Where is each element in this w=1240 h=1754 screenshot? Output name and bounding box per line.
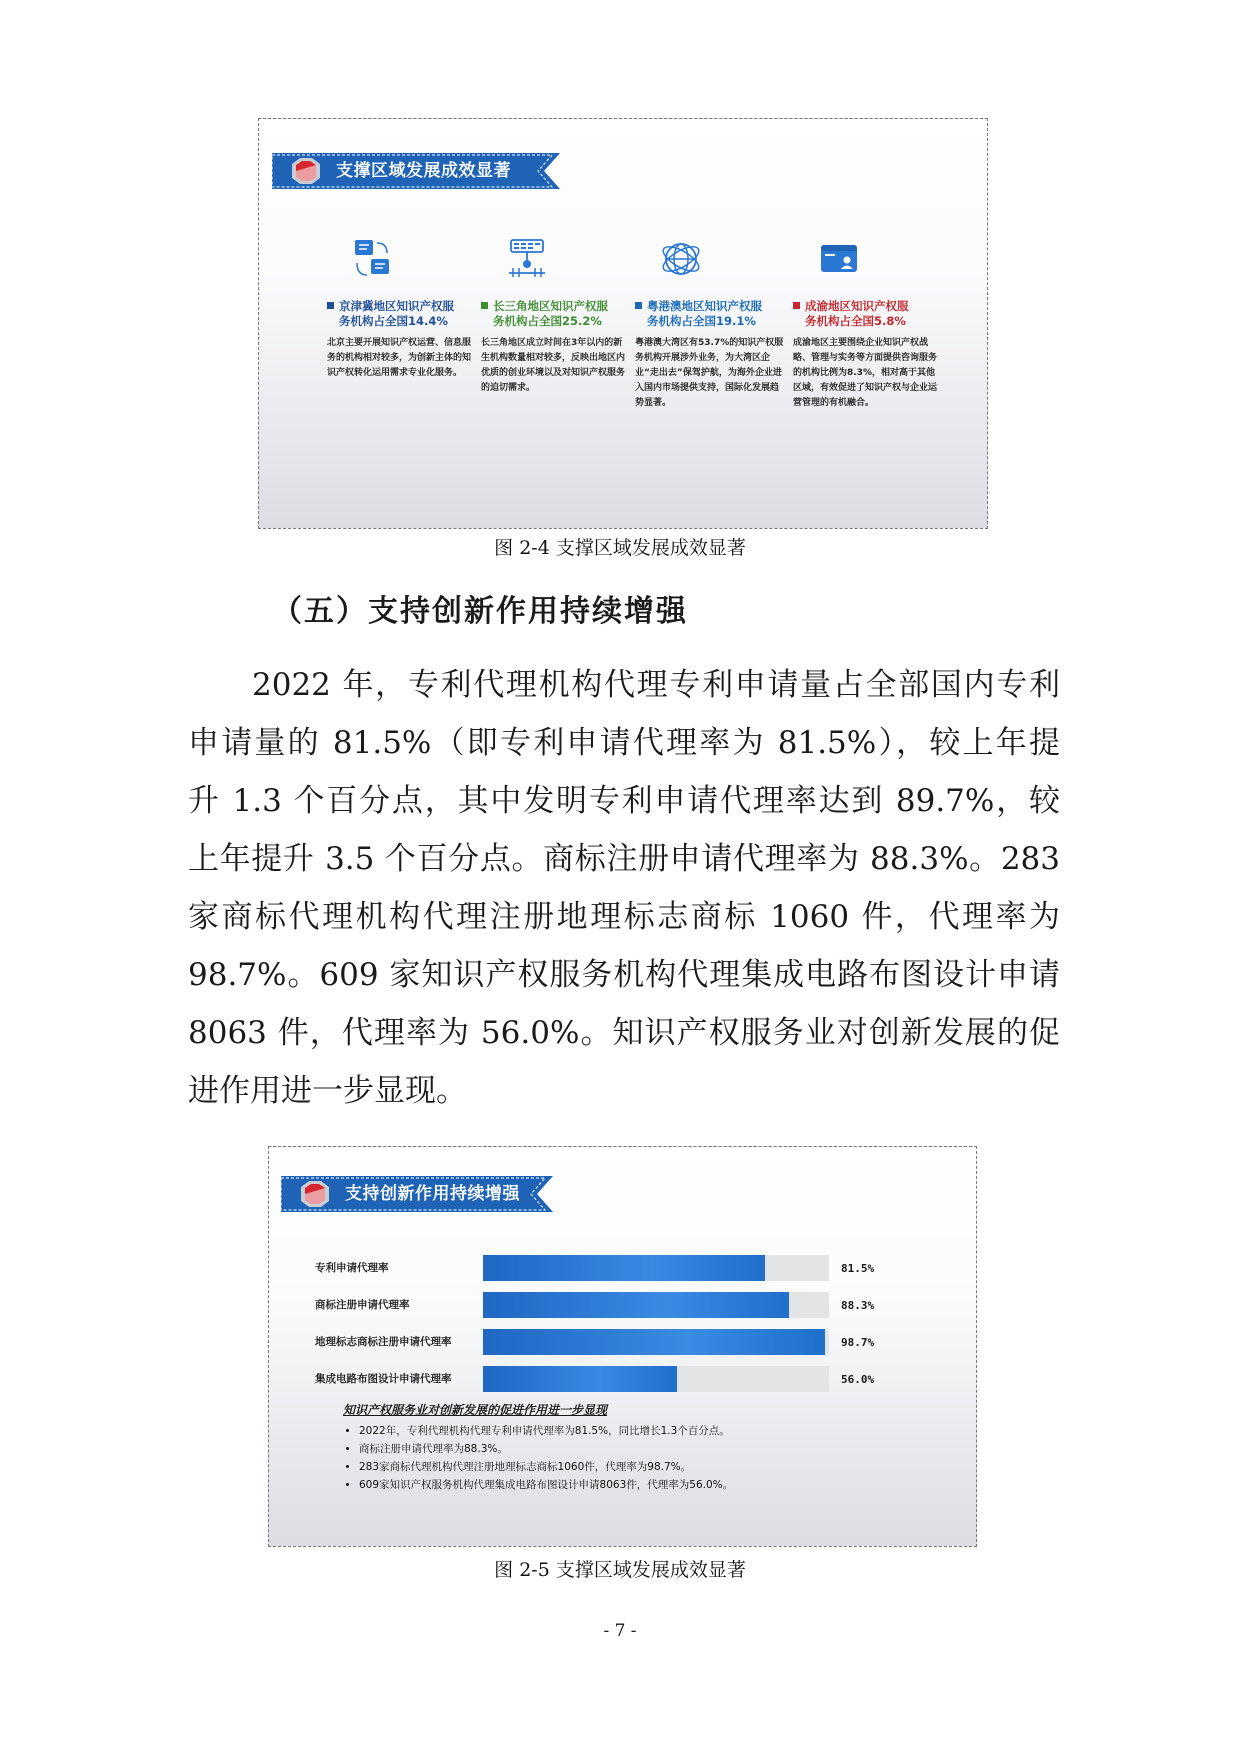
bar-value-label: 88.3% [841,1299,875,1312]
region-description: 北京主要开展知识产权运营、信息服务的机构相对较多，为创新主体的知识产权转化运用需求专业化服务。 [327,338,472,378]
bar-row [269,1255,969,1281]
summary-box [343,1401,943,1494]
region-description: 粤港澳大湾区有53.7%的知识产权服务机构开展涉外业务，为大湾区企业“走出去”保驾护航，为海外企业进入国内市场提供支持，国际化发展趋势显著。 [635,338,784,408]
headline-line2: 务机构占全国5.8% [805,314,906,328]
region-headline [635,299,785,329]
figure-title: 支撑区域发展成效显著 [336,161,511,181]
summary-item: • 2022年，专利代理机构代理专利申请代理率为81.5%，同比增长1.3个百分点。 [359,1422,943,1440]
region-description: 长三角地区成立时间在3年以内的新生机构数量相对较多，反映出地区内优质的创业环境以及对知识产权服务的迫切需求。 [481,338,626,393]
headline-line2: 务机构占全国25.2% [493,314,602,328]
summary-item: • 283家商标代理机构代理注册地理标志商标1060件，代理率为98.7%。 [359,1458,943,1476]
bar-row [269,1329,969,1355]
bar-row [269,1292,969,1318]
paragraph-line: 申请量的 81.5%（即专利申请代理率为 81.5%），较上年提 [188,725,1060,761]
bar-value-label: 98.7% [841,1336,875,1349]
figure-caption: 图 2-5 支撑区域发展成效显著 [494,1559,746,1581]
figure-title: 支持创新作用持续增强 [345,1184,520,1204]
section-heading: （五）支持创新作用持续增强 [272,594,688,629]
figure-caption: 图 2-4 支撑区域发展成效显著 [494,537,746,559]
region-headline [481,299,631,329]
bar-track [483,1255,829,1281]
globe-icon [659,237,703,281]
bullet-square [327,302,334,309]
paragraph-line: 升 1.3 个百分点，其中发明专利申请代理率达到 89.7%，较 [188,783,1060,819]
paragraph-line: 进作用进一步显现。 [188,1073,467,1109]
region-headline [327,299,477,329]
bar-track [483,1329,829,1355]
paragraph-line: 98.7%。609 家知识产权服务机构代理集成电路布图设计申请 [188,957,1060,993]
paragraph-line: 2022 年，专利代理机构代理专利申请量占全部国内专利 [252,667,1060,703]
paragraph-line: 8063 件，代理率为 56.0%。知识产权服务业对创新发展的促 [188,1015,1060,1051]
bar-track [483,1366,829,1392]
figure-innovation-support [268,1146,977,1547]
summary-item: • 商标注册申请代理率为88.3%。 [359,1440,943,1458]
headline-line1: 长三角地区知识产权服 [493,299,608,313]
id-card-icon [817,237,861,281]
bar-category-label: 专利申请代理率 [315,1262,389,1274]
summary-item: • 609家知识产权服务机构代理集成电路布图设计申请8063件，代理率为56.0%。 [359,1476,943,1494]
page-number: - 7 - [603,1621,637,1641]
network-panel-icon [505,237,549,281]
summary-list [343,1422,943,1494]
headline-line1: 成渝地区知识产权服 [805,299,909,313]
paragraph-line: 上年提升 3.5 个百分点。商标注册申请代理率为 88.3%。283 [188,841,1060,877]
figure-banner [272,153,560,189]
headline-line2: 务机构占全国14.4% [339,314,448,328]
bar-value-label: 56.0% [841,1373,875,1386]
bar-fill [483,1292,789,1318]
bar-row [269,1366,969,1392]
bar-fill [483,1366,677,1392]
bar-category-label: 集成电路布图设计申请代理率 [315,1373,452,1385]
region-headline [793,299,943,329]
summary-title: 知识产权服务业对创新发展的促进作用进一步显现 [343,1403,608,1417]
headline-line1: 京津冀地区知识产权服 [339,299,454,313]
chat-document-icon [351,237,395,281]
headline-line1: 粤港澳地区知识产权服 [647,299,762,313]
headline-line2: 务机构占全国19.1% [647,314,756,328]
body-paragraph [188,656,1060,1120]
bar-track [483,1292,829,1318]
bullet-square [793,302,800,309]
bar-fill [483,1329,825,1355]
figure-regional-development [258,118,988,529]
bar-fill [483,1255,765,1281]
bar-value-label: 81.5% [841,1262,875,1275]
paragraph-line: 家商标代理机构代理注册地理标志商标 1060 件，代理率为 [188,899,1060,935]
bar-category-label: 商标注册申请代理率 [315,1299,410,1311]
figure-banner [281,1176,553,1212]
bar-category-label: 地理标志商标注册申请代理率 [315,1336,452,1348]
bullet-square [635,302,642,309]
region-description: 成渝地区主要围绕企业知识产权战略、管理与实务等方面提供咨询服务的机构比例为8.3%，相对高于其他区域，有效促进了知识产权与企业运营管理的有机融合。 [793,338,938,408]
bullet-square [481,302,488,309]
